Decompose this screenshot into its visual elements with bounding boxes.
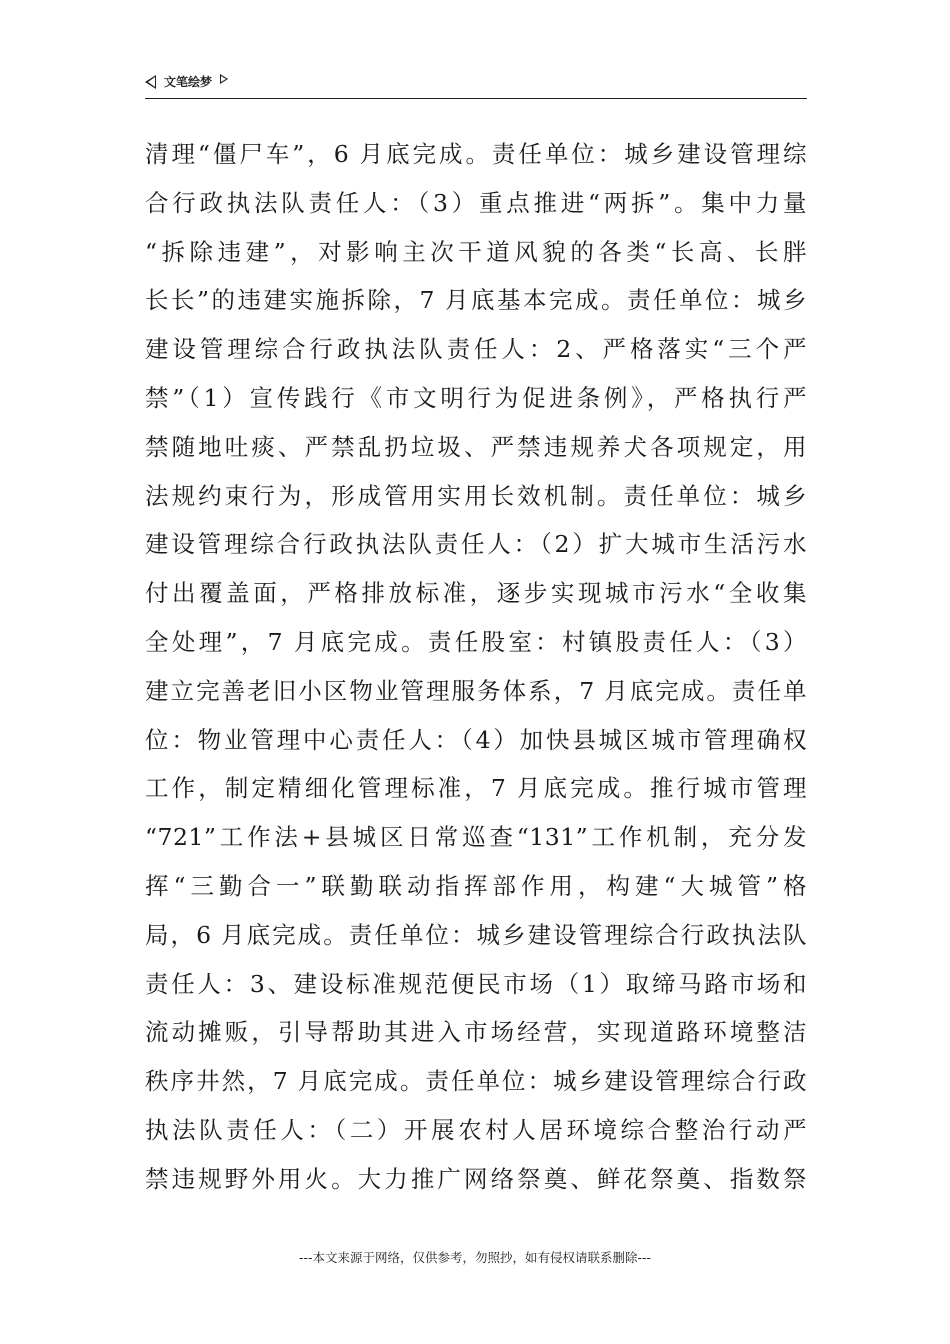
body-line: 禁随地吐痰、严禁乱扔垃圾、严禁违规养犬各项规定，用 <box>145 432 807 461</box>
header-title: 文笔绘梦 <box>164 75 213 89</box>
body-line: 工作，制定精细化管理标准，7 月底完成。推行城市管理 <box>145 774 807 803</box>
body-line: 秩序井然，7 月底完成。责任单位：城乡建设管理综合行政 <box>145 1067 807 1096</box>
body-line: 建设管理综合行政执法队责任人：2、严格落实“三个严 <box>145 335 807 364</box>
body-line: 建立完善老旧小区物业管理服务体系，7 月底完成。责任单 <box>145 676 807 705</box>
body-line: 执法队责任人：（二）开展农村人居环境综合整治行动严 <box>145 1115 807 1144</box>
body-line: 局，6 月底完成。责任单位：城乡建设管理综合行政执法队 <box>145 920 807 949</box>
body-line: 责任人：3、建设标准规范便民市场（1）取缔马路市场和 <box>145 969 807 998</box>
body-line: 挥“三勤合一”联勤联动指挥部作用，构建“大城管”格 <box>145 871 807 900</box>
body-line: 流动摊贩，引导帮助其进入市场经营，实现道路环境整洁 <box>145 1018 807 1047</box>
body-line: “拆除违建”，对影响主次干道风貌的各类“长高、长胖 <box>145 237 807 266</box>
header-brand <box>145 73 228 90</box>
body-line: 全处理”，7 月底完成。责任股室：村镇股责任人：（3） <box>145 627 807 656</box>
body-line: 合行政执法队责任人：（3）重点推进“两拆”。集中力量 <box>145 188 807 217</box>
body-line: 禁”（1）宣传践行《市文明行为促进条例》，严格执行严 <box>145 383 807 412</box>
body-line: “721”工作法+县城区日常巡查“131”工作机制，充分发 <box>145 823 807 852</box>
body-line: 位：物业管理中心责任人：（4）加快县城区城市管理确权 <box>145 725 807 754</box>
page-footer: ---本文来源于网络，仅供参考，勿照抄，如有侵权请联系删除--- <box>298 1250 652 1265</box>
document-body <box>145 130 807 1204</box>
page-header <box>145 70 807 99</box>
body-line: 法规约束行为，形成管用实用长效机制。责任单位：城乡 <box>145 481 807 510</box>
body-line: 付出覆盖面，严格排放标准，逐步实现城市污水“全收集 <box>145 579 807 608</box>
triangle-left-icon <box>145 75 156 89</box>
body-line: 长长”的违建实施拆除，7 月底基本完成。责任单位：城乡 <box>145 286 807 315</box>
body-line: 建设管理综合行政执法队责任人：（2）扩大城市生活污水 <box>145 530 807 559</box>
body-line: 清理“僵尸车”，6 月底完成。责任单位：城乡建设管理综 <box>145 140 807 168</box>
triangle-right-icon <box>220 74 228 84</box>
body-line: 禁违规野外用火。大力推广网络祭奠、鲜花祭奠、指数祭 <box>145 1164 807 1193</box>
